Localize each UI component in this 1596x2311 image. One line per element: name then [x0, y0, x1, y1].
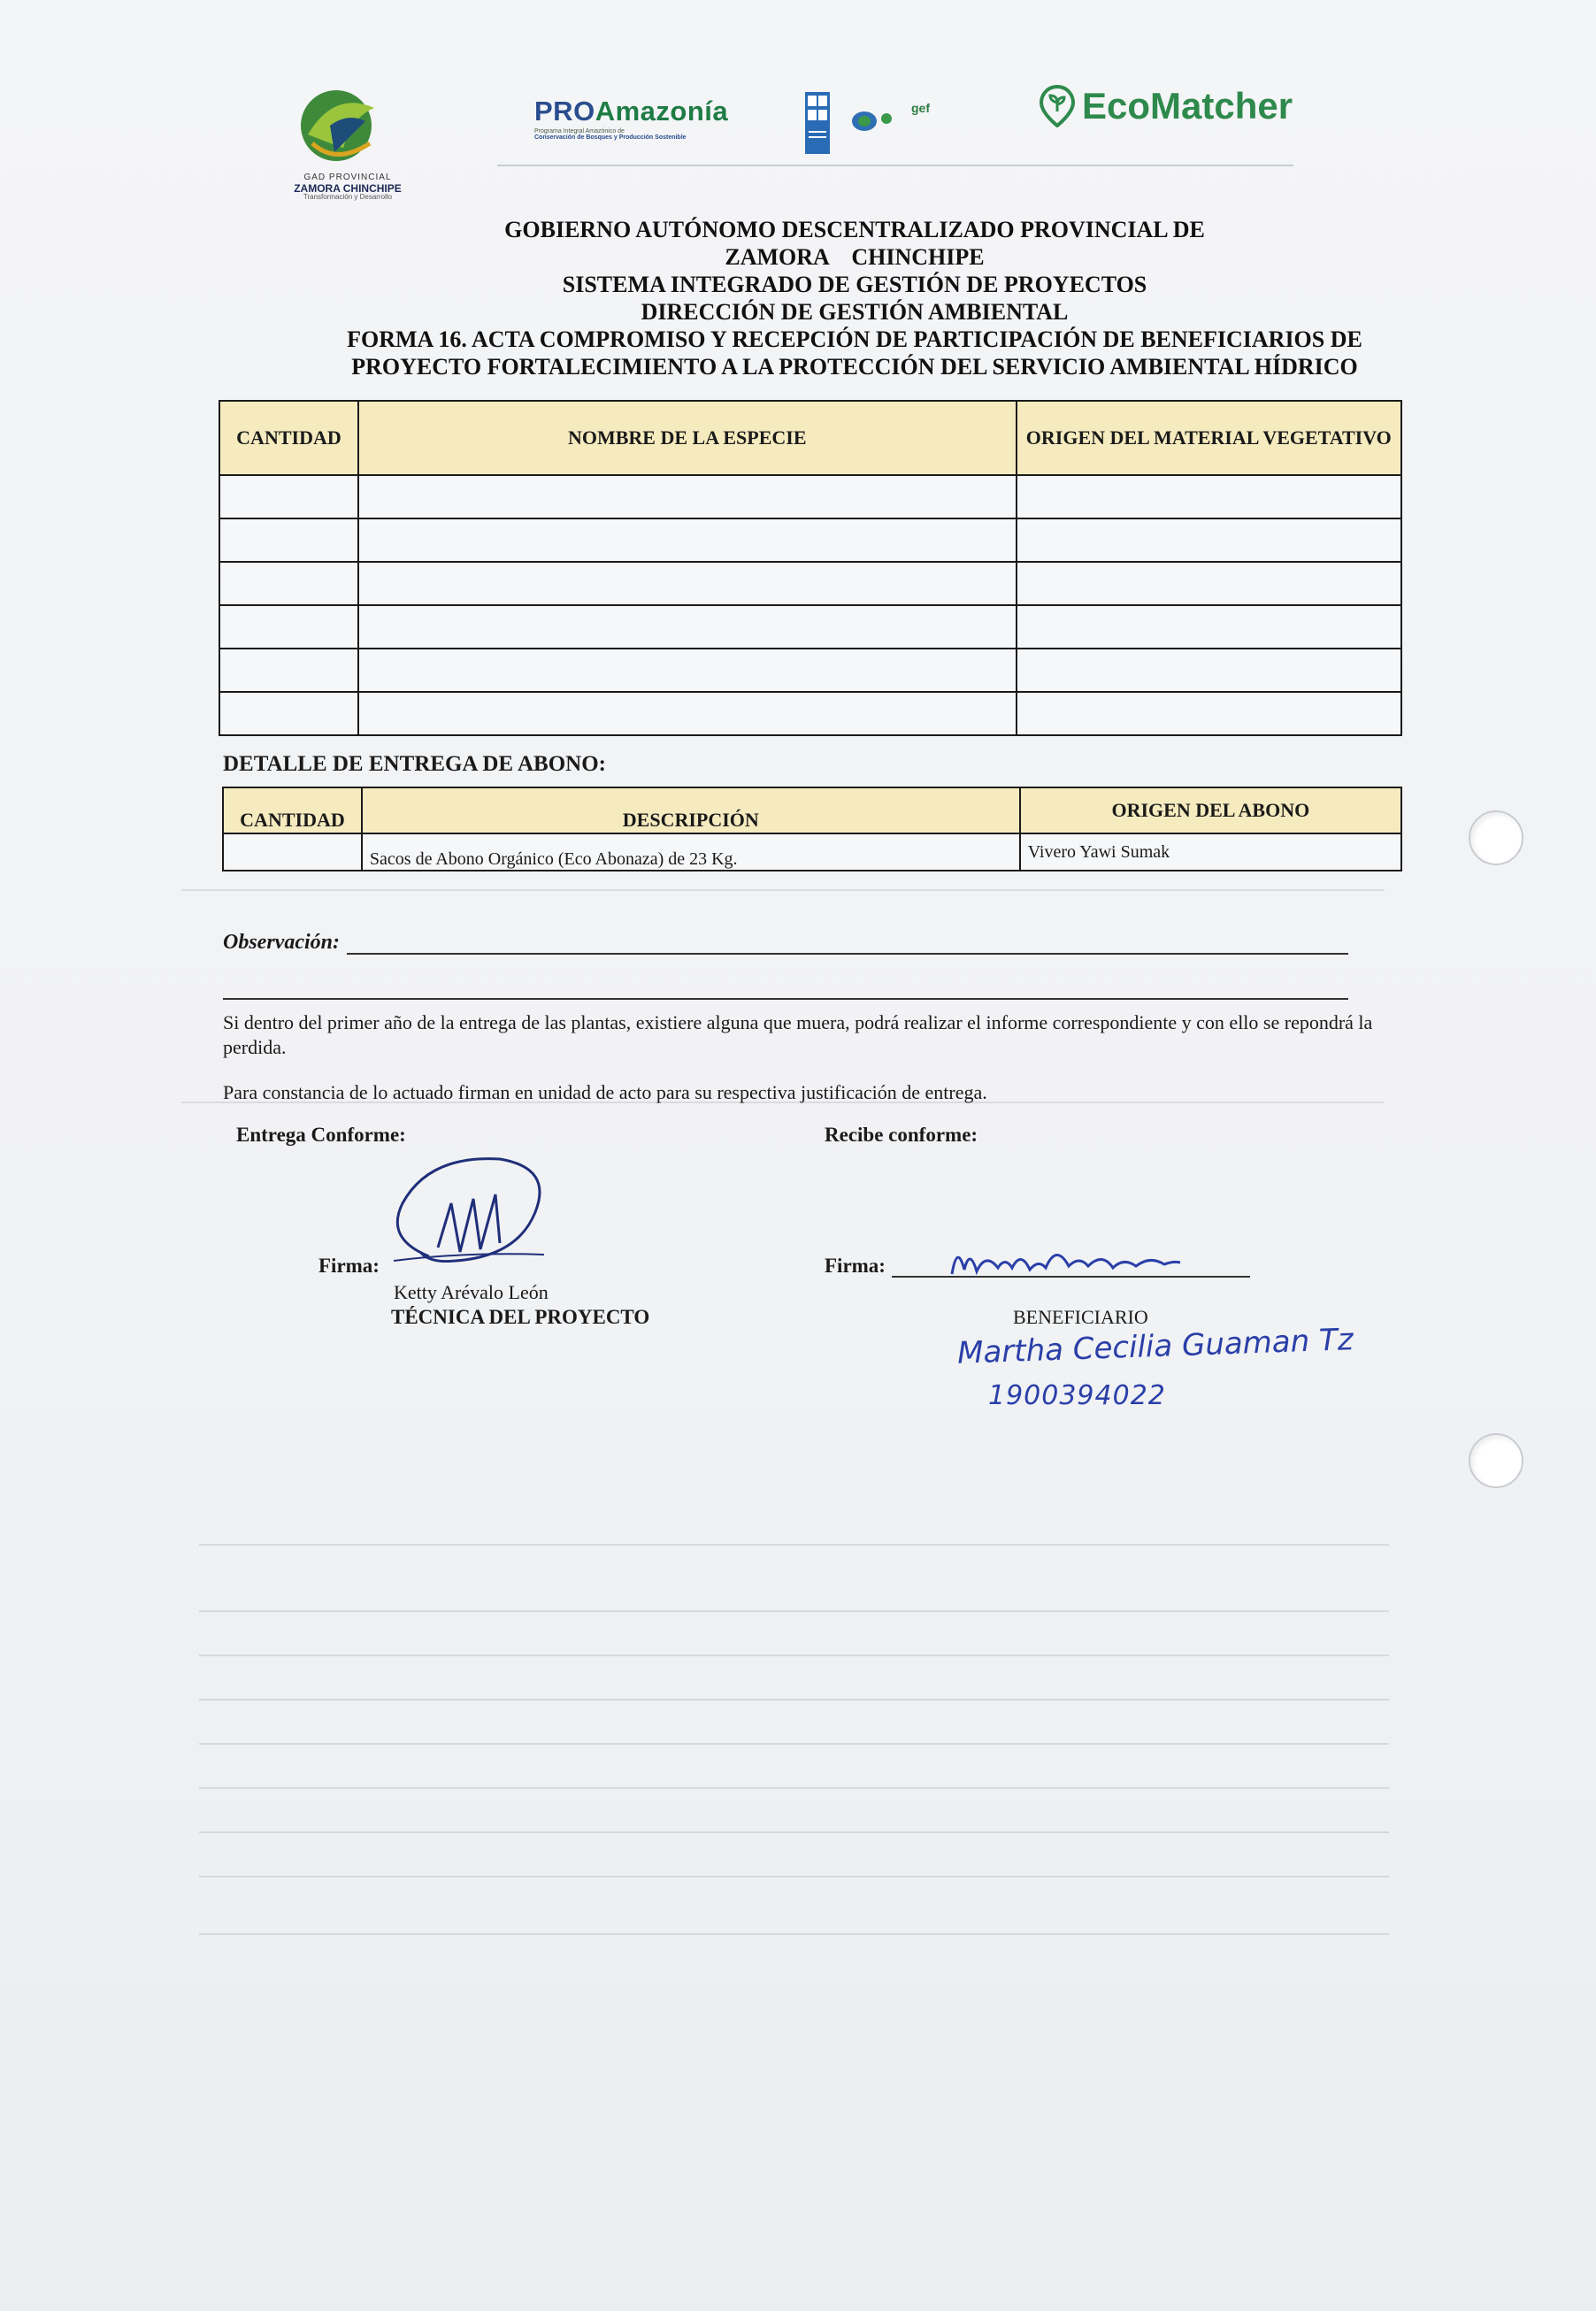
proamazonia-name: Amazonía: [595, 96, 729, 127]
beneficiario-handwritten-name: Martha Cecilia Guaman Tz: [956, 1322, 1354, 1371]
table-cell: [358, 692, 1017, 735]
title-line-3: SISTEMA INTEGRADO DE GESTIÓN DE PROYECTOS: [562, 272, 1147, 297]
table-cell: [358, 518, 1017, 562]
title-line-6: PROYECTO FORTALECIMIENTO A LA PROTECCIÓN DEL SERVICIO AMBIENTAL HÍDRICO: [351, 354, 1358, 380]
table-cell: [1017, 562, 1401, 605]
species-table: [219, 400, 1402, 736]
table-cell: [219, 649, 358, 692]
proamazonia-sub1: Programa Integral Amazónico de: [534, 128, 625, 134]
header-origen-material: ORIGEN DEL MATERIAL VEGETATIVO: [1017, 401, 1401, 475]
table-cell: [358, 649, 1017, 692]
proamazonia-logo: [534, 96, 728, 141]
table-cell: [219, 475, 358, 518]
title-line-4: DIRECCIÓN DE GESTIÓN AMBIENTAL: [641, 299, 1069, 325]
constancia-clause: Para constancia de lo actuado firman en unidad de acto para su respectiva justificación de entrega.: [223, 1081, 987, 1103]
table-cell: [1017, 518, 1401, 562]
proamazonia-sub2: Conservación de Bosques y Producción Sostenible: [534, 134, 687, 141]
gad-logo-text: [281, 173, 414, 201]
tecnica-name: Ketty Arévalo León: [394, 1281, 549, 1303]
header-nombre-especie: NOMBRE DE LA ESPECIE: [358, 401, 1017, 475]
table-cell: [223, 833, 362, 871]
ministry-logo: [851, 108, 904, 139]
observacion-label: Observación:: [223, 931, 340, 954]
table-row: [219, 475, 1401, 518]
punch-hole-bottom: [1469, 1433, 1523, 1488]
document-title: [212, 216, 1497, 380]
abono-table-header: [223, 787, 1401, 833]
table-cell: [358, 605, 1017, 649]
ecomatcher-text: EcoMatcher: [1082, 85, 1293, 127]
punch-hole-top: [1469, 810, 1523, 865]
title-line-2: ZAMORA CHINCHIPE: [725, 244, 985, 270]
abono-table: [222, 787, 1402, 871]
header-cantidad: CANTIDAD: [219, 401, 358, 475]
observacion-line-2: [223, 998, 1348, 1000]
tecnica-signature: [376, 1150, 553, 1287]
replacement-clause: Si dentro del primer año de la entrega de las plantas, existiere alguna que muera, podrá realizar el informe correspondiente y con ello se repondrá la perdida.: [223, 1011, 1373, 1058]
header-cantidad: CANTIDAD: [223, 787, 362, 833]
beneficiario-handwritten-id: 1900394022: [988, 1380, 1166, 1411]
title-line-5: FORMA 16. ACTA COMPROMISO Y RECEPCIÓN DE PARTICIPACIÓN DE BENEFICIARIOS DE: [347, 326, 1362, 352]
abono-description-cell: Sacos de Abono Orgánico (Eco Abonaza) de 23 Kg.: [362, 833, 1020, 871]
table-cell: [1017, 475, 1401, 518]
table-row: [219, 562, 1401, 605]
firma-tecnica-label: Firma:: [318, 1255, 380, 1277]
table-row: [219, 692, 1401, 735]
title-line-1: GOBIERNO AUTÓNOMO DESCENTRALIZADO PROVINCIAL DE: [504, 217, 1205, 242]
table-cell: [219, 692, 358, 735]
tecnica-role: TÉCNICA DEL PROYECTO: [391, 1306, 650, 1328]
table-row: [219, 605, 1401, 649]
entrega-conforme-label: Entrega Conforme:: [236, 1124, 406, 1146]
table-cell: [358, 475, 1017, 518]
leaf-pin-icon: [1040, 85, 1075, 127]
table-row: [219, 518, 1401, 562]
gad-line1: GAD PROVINCIAL: [303, 173, 392, 182]
table-cell: [1017, 605, 1401, 649]
table-cell: [1017, 692, 1401, 735]
proamazonia-prefix: PRO: [534, 96, 595, 127]
table-cell: [219, 605, 358, 649]
beneficiario-role: BENEFICIARIO: [1013, 1306, 1148, 1328]
gad-line3: Transformación y Desarrollo: [303, 193, 393, 202]
table-row: [219, 649, 1401, 692]
observacion-line: [347, 953, 1348, 955]
abono-section-title: DETALLE DE ENTREGA DE ABONO:: [223, 752, 606, 776]
table-row: [223, 833, 1401, 871]
gef-logo: gef: [911, 101, 930, 115]
table-cell: [358, 562, 1017, 605]
header-descripcion: DESCRIPCIÓN: [362, 787, 1020, 833]
table-cell: [219, 518, 358, 562]
firma-beneficiario-label: Firma:: [825, 1255, 886, 1277]
undp-logo: [805, 92, 830, 154]
beneficiario-signature: [947, 1234, 1185, 1292]
table-cell: [1017, 649, 1401, 692]
gad-line2: ZAMORA CHINCHIPE: [294, 181, 402, 195]
recibe-conforme-label: Recibe conforme:: [825, 1124, 978, 1146]
ecomatcher-logo: [1040, 85, 1293, 127]
header-origen-abono: ORIGEN DEL ABONO: [1020, 787, 1401, 833]
species-table-header: [219, 401, 1401, 475]
header-divider: [497, 165, 1293, 166]
abono-origin-cell: Vivero Yawi Sumak: [1020, 833, 1401, 871]
table-cell: [219, 562, 358, 605]
